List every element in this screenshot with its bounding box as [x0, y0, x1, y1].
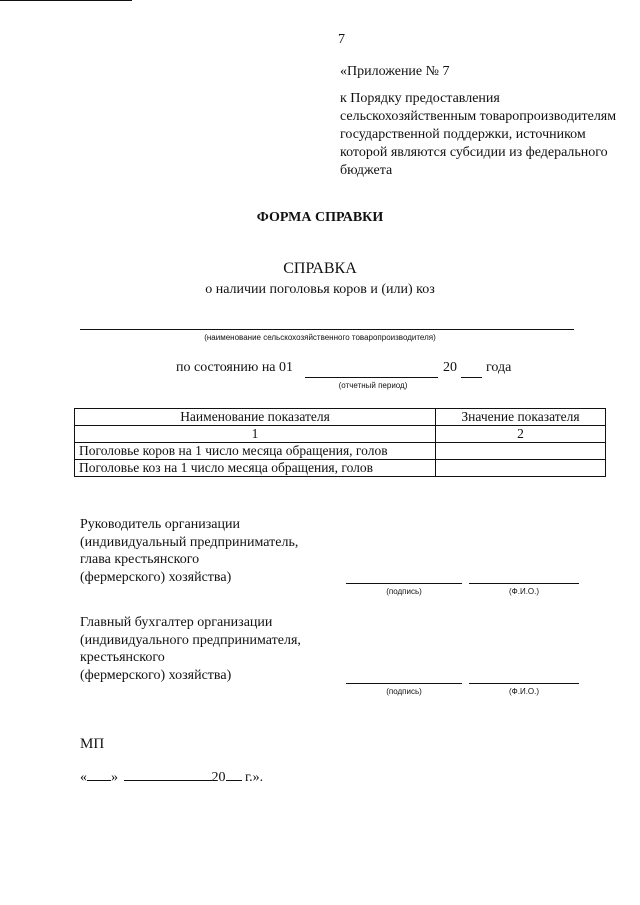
accountant-name-caption: (Ф.И.О.) [508, 687, 540, 696]
column-number-2: 2 [436, 426, 606, 443]
signatory-head-line: глава крестьянского [80, 552, 200, 567]
producer-name-line [80, 329, 574, 330]
as-of-label: по состоянию на 01 [176, 360, 294, 375]
head-name-line [469, 583, 579, 584]
head-signature-caption: (подпись) [386, 587, 422, 596]
table-row [75, 443, 606, 460]
appendix-title: «Приложение № 7 [340, 64, 450, 79]
row-cows-value [436, 443, 606, 460]
head-name-caption: (Ф.И.О.) [508, 587, 540, 596]
page-number: 7 [338, 32, 345, 47]
month-blank [124, 768, 212, 781]
table-numbers-row [75, 426, 606, 443]
accountant-signature-caption: (подпись) [386, 687, 422, 696]
year-line [461, 377, 482, 378]
day-blank [87, 768, 111, 781]
head-signature-line [346, 583, 462, 584]
column-number-1: 1 [75, 426, 436, 443]
header-indicator-value: Значение показателя [436, 409, 606, 426]
top-rule [0, 0, 132, 1]
period-caption: (отчетный период) [338, 381, 408, 390]
date-year: 20 [211, 770, 226, 785]
table-row [75, 460, 606, 477]
signatory-head-line: Руководитель организации [80, 517, 240, 532]
signatory-head-line: (индивидуальный предприниматель, [80, 534, 299, 550]
table-header-row [75, 409, 606, 426]
header-indicator-name: Наименование показателя [75, 409, 436, 426]
date-line [80, 768, 263, 786]
date-suffix: г.». [245, 770, 264, 785]
year-prefix: 20 [443, 360, 457, 375]
indicators-table [74, 408, 606, 477]
signatory-accountant-line: (фермерского) хозяйства) [80, 667, 232, 683]
signatory-head-line: (фермерского) хозяйства) [80, 569, 232, 585]
signatory-accountant-line: Главный бухгалтер организации [80, 615, 273, 630]
date-open-quote: « [80, 770, 87, 785]
appendix-text: к Порядку предоставления сельскохозяйственным товаропроизводителям государственной поддержки, источником которой являются субсидии из федерального бюджета [340, 91, 617, 178]
signatory-accountant-line: крестьянского [80, 650, 165, 665]
seal-label: МП [80, 736, 105, 752]
signatory-accountant [80, 614, 350, 684]
period-line [305, 377, 438, 378]
year-suffix: года [486, 360, 512, 375]
accountant-signature-line [346, 683, 462, 684]
row-goats-value [436, 460, 606, 477]
producer-caption: (наименование сельскохозяйственного товаропроизводителя) [204, 333, 436, 342]
row-goats-name: Поголовье коз на 1 число месяца обращения, голов [75, 460, 436, 477]
accountant-name-line [469, 683, 579, 684]
document-subtitle: о наличии поголовья коров и (или) коз [205, 282, 435, 297]
document-title: СПРАВКА [283, 260, 357, 277]
signatory-head [80, 516, 350, 586]
row-cows-name: Поголовье коров на 1 число месяца обращения, голов [75, 443, 436, 460]
date-close-quote: » [111, 770, 118, 785]
year-blank [226, 768, 242, 781]
signatory-accountant-line: (индивидуального предпринимателя, [80, 632, 301, 648]
form-title: ФОРМА СПРАВКИ [256, 210, 384, 225]
